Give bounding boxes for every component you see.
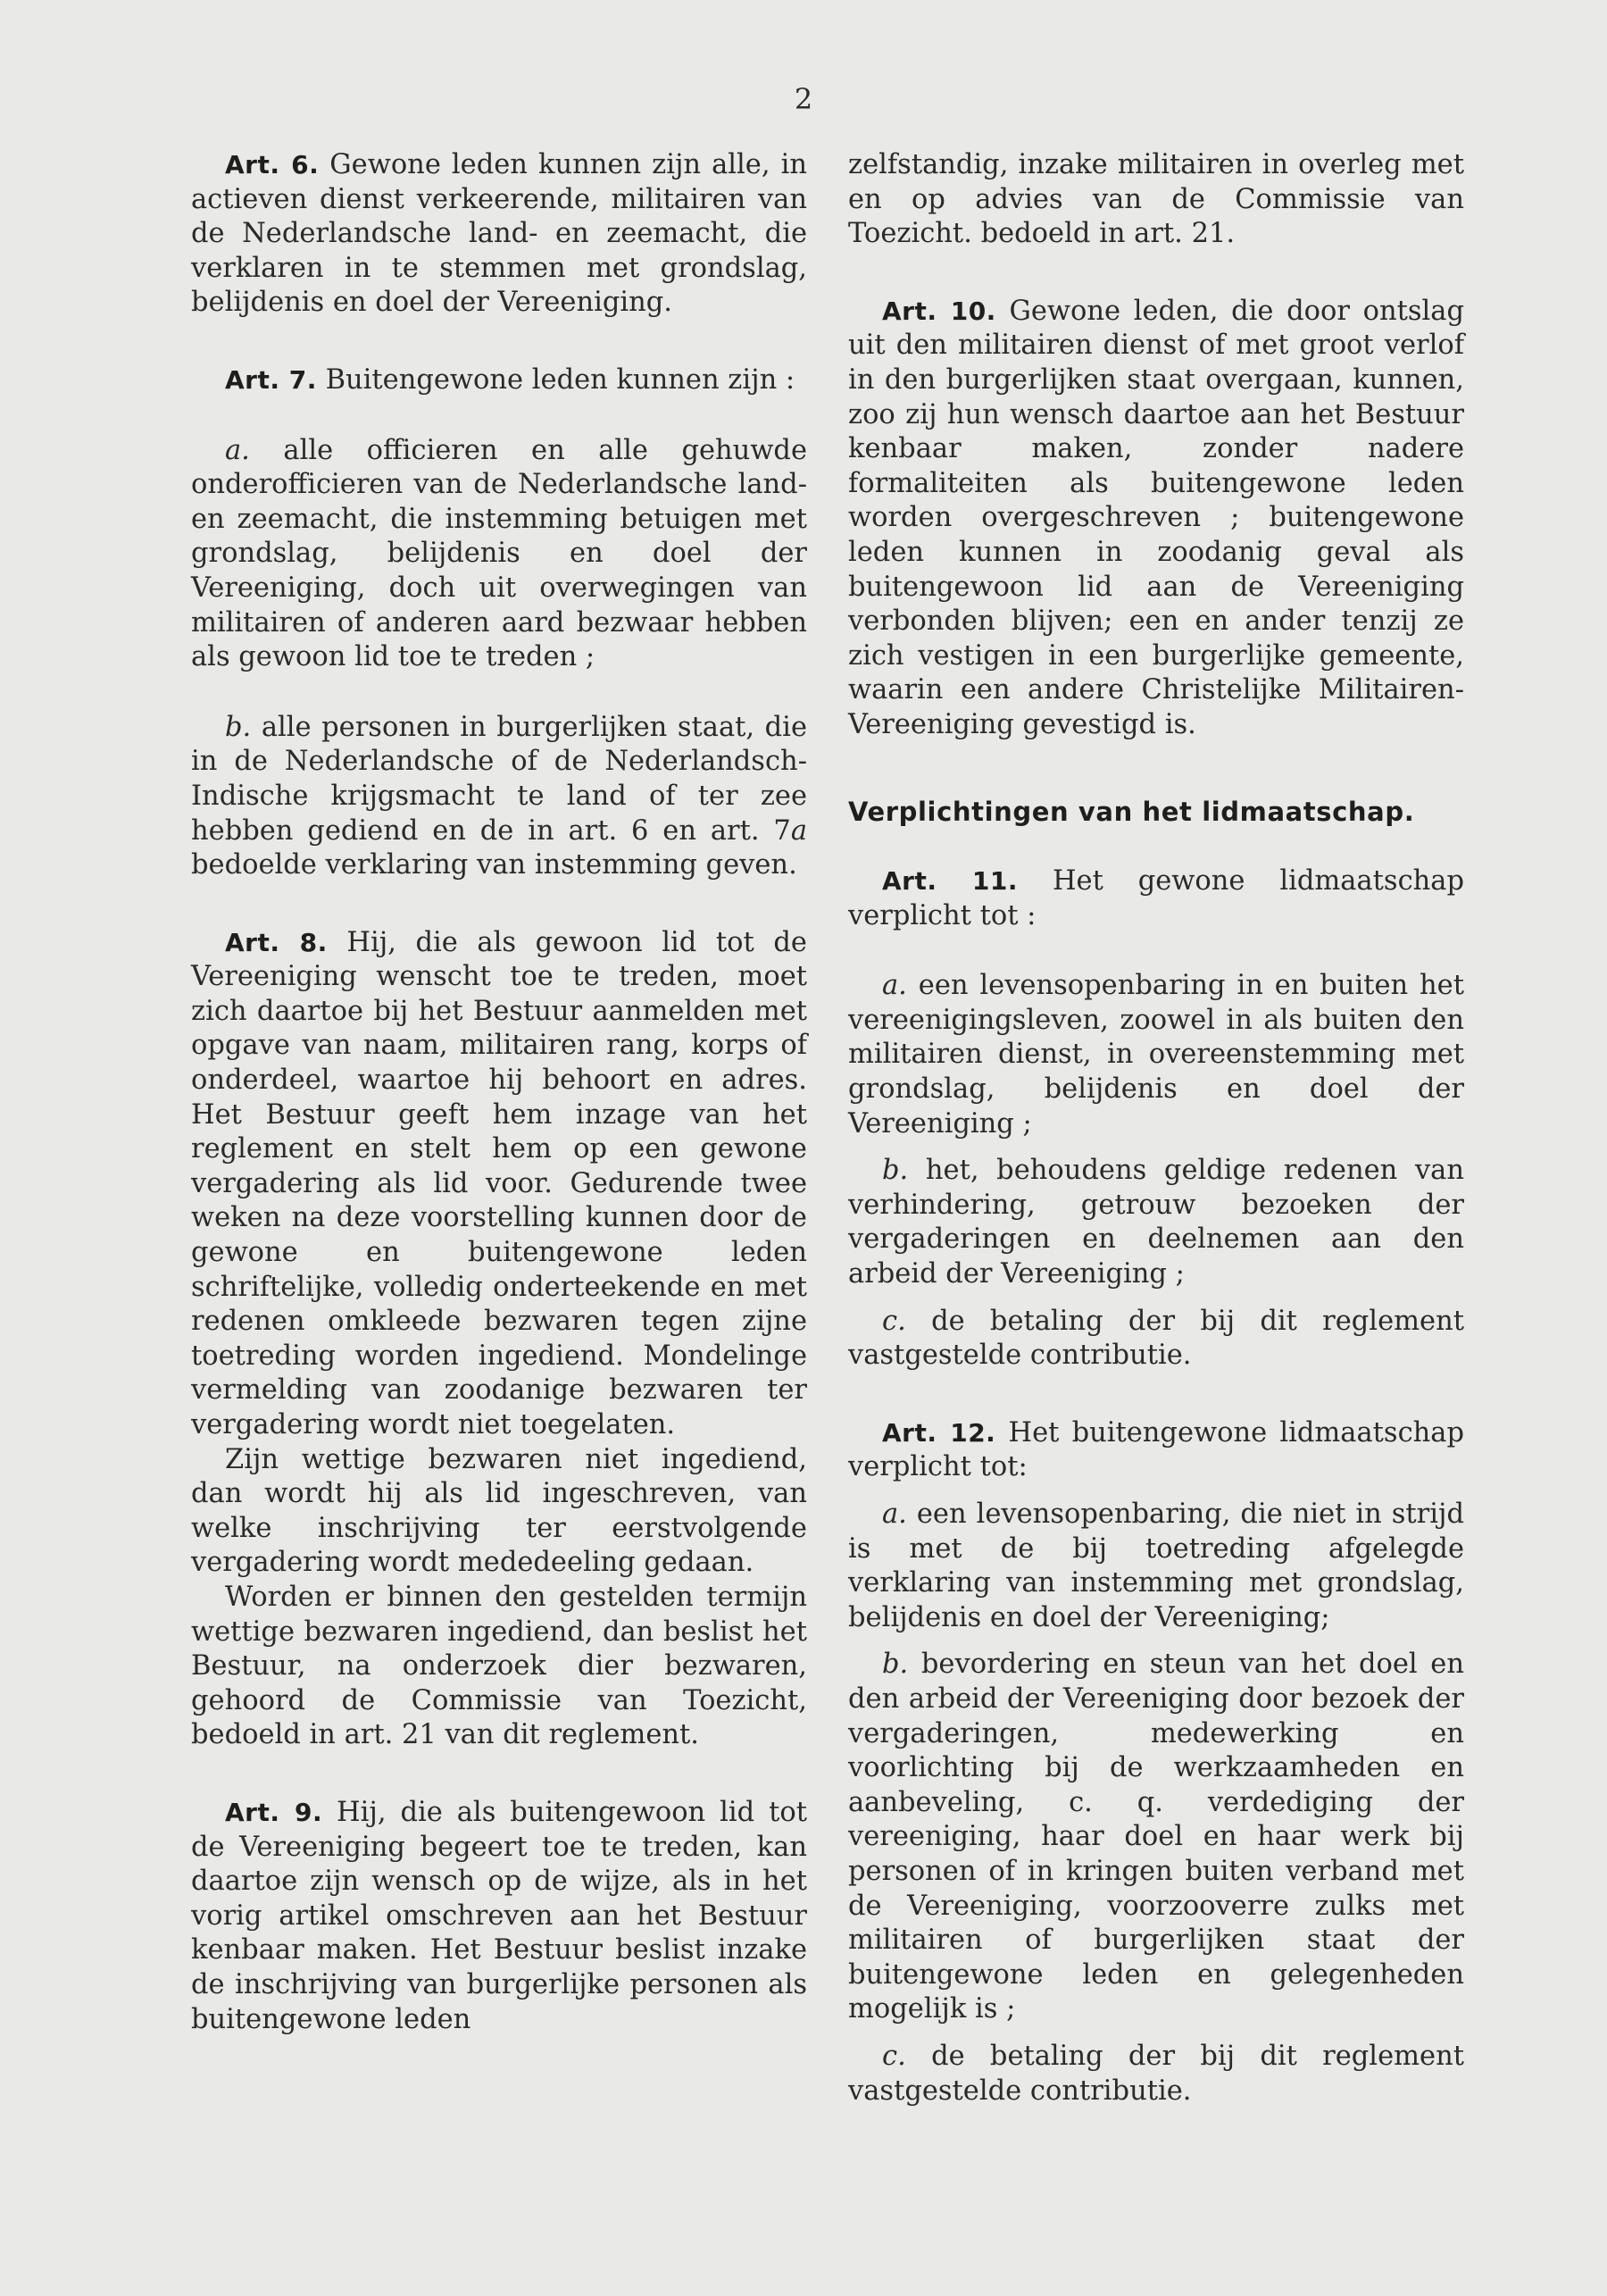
article-label: Art. 10.	[882, 296, 996, 326]
page-number: 2	[794, 82, 813, 116]
article-text: Het gewone lidmaatschap verplicht tot :	[848, 865, 1464, 931]
article-text: Gewone leden, die door ontslag uit den militairen dienst of met groot verlof in den burgerlijken staat overgaan, kunnen, zoo zij hun wensch daartoe aan het Bestuur kenbaar maken, zonder nadere formaliteiten als buitengewone leden worden overgeschreven ; buitengewone leden kunnen in zoodanig geval als buitengewoon lid aan de Vereeniging verbonden blijven; een en ander tenzij ze zich vestigen in een burgerlijke gemeente, waarin een andere Christelijke Militairen-Vereeniging gevestigd is.	[848, 295, 1464, 740]
article-text: Gewone leden kunnen zijn alle, in actieven dienst verkeerende, militairen van de Nederlandsche land- en zeemacht, die verklaren in te stemmen met grondslag, belijdenis en doel der Vereeniging.	[191, 149, 807, 319]
item-text: bevordering en steun van het doel en den arbeid der Vereeniging door bezoek der vergaderingen, medewerking en voorlichting bij de werkzaamheden en aanbeveling, c. q. verdediging der vereeniging, haar doel en haar werk bij personen of in kringen buiten verband met de Vereeniging, voorzooverre zulks met militairen of burgerlijken staat der buitengewone leden en gelegenheden mogelijk is ;	[848, 1649, 1465, 2025]
item-text: een levensopenbaring, die niet in strijd is met de bij toetreding afgelegde verklaring van instemming met grondslag, belijdenis en doel der Vereeniging;	[848, 1499, 1464, 1633]
item-text: alle officieren en alle gehuwde onderofficieren van de Nederlandsche land- en zeemacht, die instemming betuigen met grondslag, belijdenis en doel der Vereeniging, doch uit overwegingen van militairen of anderen aard bezwaar hebben als gewoon lid toe te treden ;	[191, 434, 807, 673]
item-letter: c.	[882, 2040, 906, 2072]
article-8	[191, 926, 807, 1443]
article-7	[191, 363, 807, 398]
right-column	[848, 148, 1464, 2108]
item-text: de betaling der bij dit reglement vastgestelde contributie.	[848, 1305, 1464, 1372]
article-7-item-a	[191, 434, 807, 675]
item-letter: b.	[882, 1155, 909, 1187]
article-text: Het buitengewone lidmaatschap verplicht tot:	[848, 1416, 1464, 1483]
item-text: de betaling der bij dit reglement vastgestelde contributie.	[848, 2040, 1464, 2107]
item-text: het, behoudens geldige redenen van verhindering, getrouw bezoeken der vergaderingen en deelnemen aan den arbeid der Vereeniging ;	[848, 1155, 1464, 1290]
article-label: Art. 8.	[225, 927, 328, 957]
item-letter: c.	[882, 1305, 906, 1337]
item-letter: b.	[225, 711, 252, 743]
article-11-item-a	[848, 969, 1464, 1141]
item-text: een levensopenbaring in en buiten het vereenigingsleven, zoowel in als buiten den militairen dienst, in overeenstemming met grondslag, belijdenis en doel der Vereeniging ;	[848, 970, 1464, 1140]
article-11-item-c	[848, 1305, 1464, 1373]
article-label: Art. 6.	[225, 150, 320, 180]
article-label: Art. 9.	[225, 1797, 323, 1827]
article-8-paragraph: Worden er binnen den gestelden termijn wettige bezwaren ingediend, dan beslist het Bestuur, na onderzoek dier bezwaren, gehoord de Commissie van Toezicht, bedoeld in art. 21 van dit reglement.	[191, 1581, 807, 1751]
article-12-item-a	[848, 1498, 1464, 1635]
article-12-item-c	[848, 2040, 1464, 2108]
article-text: Hij, die als gewoon lid tot de Vereeniging wenscht toe te treden, moet zich daartoe bij het Bestuur aanmelden met opgave van naam, militairen rang, korps of onderdeel, waartoe hij behoort en adres. Het Bestuur geeft hem inzage van het reglement en stelt hem op een gewone vergadering als lid voor. Gedurende twee weken na deze voorstelling kunnen door de gewone en buitengewone leden schriftelijke, volledig onderteekende en met redenen omkleede bezwaren tegen zijne toetreding worden ingediend. Mondelinge vermelding van zoodanige bezwaren ter vergadering wordt niet toegelaten.	[191, 926, 807, 1440]
article-label: Art. 7.	[225, 364, 317, 395]
section-heading: Verplichtingen van het lidmaatschap.	[848, 796, 1415, 827]
article-12-item-b	[848, 1648, 1464, 2027]
item-reference-letter: a	[790, 814, 807, 847]
article-text: Buitengewone leden kunnen zijn :	[325, 363, 795, 396]
item-letter: b.	[882, 1649, 909, 1681]
item-text: bedoelde verklaring van instemming geven.	[191, 849, 797, 881]
item-letter: a.	[882, 970, 907, 1002]
article-label: Art. 12.	[882, 1417, 996, 1448]
left-column	[191, 148, 807, 2037]
article-11	[848, 864, 1464, 933]
article-7-item-b	[191, 711, 807, 883]
item-letter: a.	[225, 434, 250, 466]
article-11-item-b	[848, 1154, 1464, 1291]
article-10	[848, 295, 1464, 743]
item-letter: a.	[882, 1499, 907, 1530]
article-8-paragraph: Zijn wettige bezwaren niet ingediend, dan wordt hij als lid ingeschreven, van welke inschrijving ter eerstvolgende vergadering wordt mededeeling gedaan.	[191, 1443, 807, 1579]
article-9-continued: zelfstandig, inzake militairen in overleg met en op advies van de Commissie van Toezicht. bedoeld in art. 21.	[848, 149, 1464, 250]
article-label: Art. 11.	[882, 866, 1019, 897]
article-text: Hij, die als buitengewoon lid tot de Vereeniging begeert toe te treden, kan daartoe zijn wensch op de wijze, als in het vorig artikel omschreven aan het Bestuur kenbaar maken. Het Bestuur beslist inzake de inschrijving van burgerlijke personen als buitengewone leden	[191, 1796, 807, 2035]
article-9	[191, 1796, 807, 2037]
article-12	[848, 1416, 1464, 1485]
article-6	[191, 148, 807, 321]
item-text: alle personen in burgerlijken staat, die in de Nederlandsche of de Nederlandsch-Indische krijgsmacht te land of ter zee hebben gediend en de in art. 6 en art. 7	[191, 711, 807, 847]
